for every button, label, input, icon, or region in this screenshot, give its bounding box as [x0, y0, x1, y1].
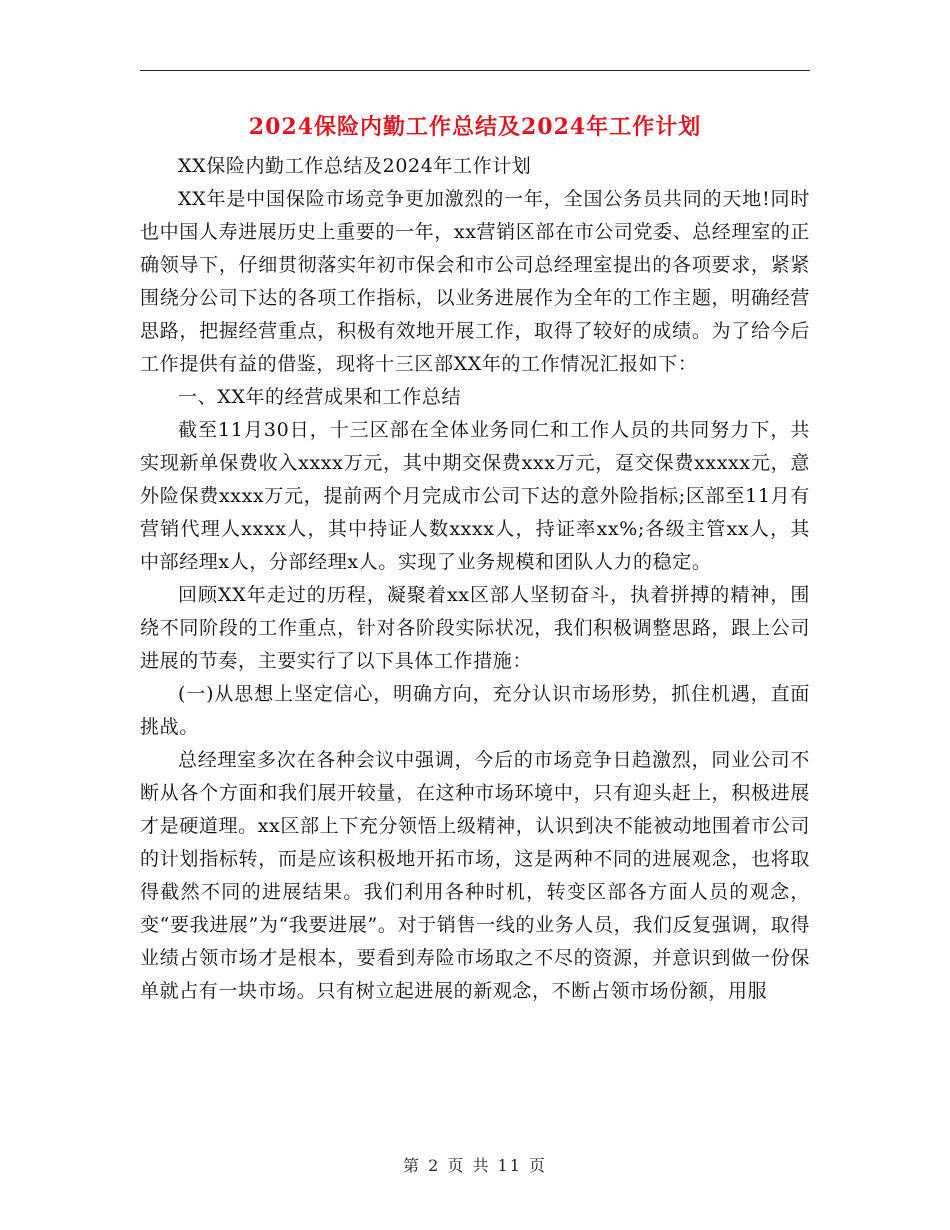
- body-paragraph: 截至11月30日，十三区部在全体业务同仁和工作人员的共同努力下，共实现新单保费收入xxxx万元，其中期交保费xxx万元，趸交保费xxxxx元，意外险保费xxxx万元，提前两个月完成市公司下达的意外险指标;区部至11月有营销代理人xxxx人，其中持证人数xxxx人，持证率xx%;各级主管xx人，其中部经理x人，分部经理x人。实现了业务规模和团队人力的稳定。: [140, 419, 810, 573]
- page-prefix: 第: [402, 1156, 421, 1175]
- header-rule: [140, 70, 810, 71]
- document-title: 2024保险内勤工作总结及2024年工作计划: [248, 114, 702, 140]
- document-body: [140, 150, 810, 1008]
- body-paragraph: XX年是中国保险市场竞争更加激烈的一年，全国公务员共同的天地!同时也中国人寿进展历史上重要的一年，xx营销区部在市公司党委、总经理室的正确领导下，仔细贯彻落实年初市保会和市公司总经理室提出的各项要求，紧紧围绕分公司下达的各项工作指标，以业务进展作为全年的工作主题，明确经营思路，把握经营重点，积极有效地开展工作，取得了较好的成绩。为了给今后工作提供有益的借鉴，现将十三区部XX年的工作情况汇报如下：: [140, 188, 810, 375]
- page-number: 2: [428, 1156, 441, 1175]
- body-paragraph: 总经理室多次在各种会议中强调，今后的市场竞争日趋激烈，同业公司不断从各个方面和我们展开较量，在这种市场环境中，只有迎头赶上，积极进展才是硬道理。xx区部上下充分领悟上级精神，认识到决不能被动地围着市公司的计划指标转，而是应该积极地开拓市场，这是两种不同的进展观念，也将取得截然不同的进展结果。我们利用各种时机，转变区部各方面人员的观念，变“要我进展”为“我要进展”。对于销售一线的业务人员，我们反复强调，取得业绩占领市场才是根本，要看到寿险市场取之不尽的资源，并意识到做一份保单就占有一块市场。只有树立起进展的新观念，不断占领市场份额，用服: [140, 749, 810, 1002]
- section-heading: 一、XX年的经营成果和工作总结: [178, 386, 462, 408]
- page-middle: 页 共: [447, 1156, 491, 1175]
- subsection-heading: (一)从思想上坚定信心，明确方向，充分认识市场形势，抓住机遇，直面挑战。: [140, 683, 810, 738]
- body-paragraph: 回顾XX年走过的历程，凝聚着xx区部人坚韧奋斗，执着拼搏的精神，围绕不同阶段的工作重点，针对各阶段实际状况，我们积极调整思路，跟上公司进展的节奏，主要实行了以下具体工作措施：: [140, 584, 810, 672]
- body-paragraph: XX保险内勤工作总结及2024年工作计划: [178, 155, 532, 177]
- page-total: 11: [497, 1156, 522, 1175]
- page-footer: [0, 1153, 950, 1176]
- page-suffix: 页: [529, 1156, 548, 1175]
